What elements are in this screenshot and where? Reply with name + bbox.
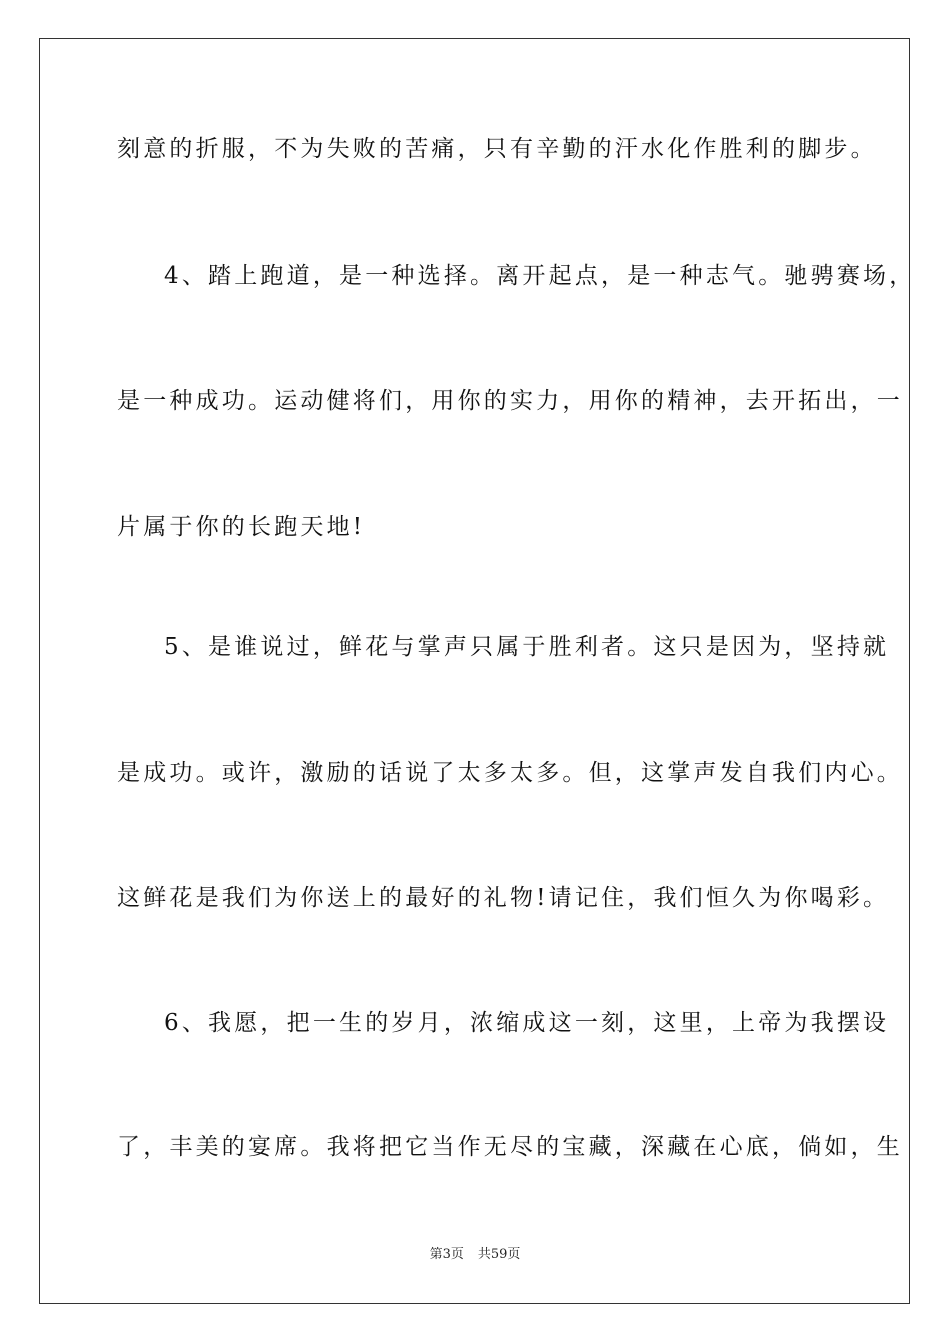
text-line: 这鲜花是我们为你送上的最好的礼物!请记住，我们恒久为你喝彩。 [117,885,890,911]
paragraph-4-line: 4、踏上跑道，是一种选择。离开起点，是一种志气。驰骋赛场， [164,263,916,289]
page-number-total: 共59页 [477,1247,521,1262]
text-line: 片属于你的长跑天地! [117,514,366,540]
text-line: 了，丰美的宴席。我将把它当作无尽的宝藏，深藏在心底，倘如，生 [117,1134,903,1160]
paragraph-5-line: 5、是谁说过，鲜花与掌声只属于胜利者。这只是因为，坚持就 [164,634,890,660]
page-number-current: 第3页 [429,1247,464,1262]
paragraph-6-line: 6、我愿，把一生的岁月，浓缩成这一刻，这里，上帝为我摆设 [164,1010,890,1036]
text-line: 刻意的折服，不为失败的苦痛，只有辛勤的汗水化作胜利的脚步。 [117,136,877,162]
page-footer [0,1246,950,1264]
text-line: 是成功。或许，激励的话说了太多太多。但，这掌声发自我们内心。 [117,760,903,786]
page-border [39,38,916,1304]
text-line: 是一种成功。运动健将们，用你的实力，用你的精神，去开拓出，一 [117,388,903,414]
